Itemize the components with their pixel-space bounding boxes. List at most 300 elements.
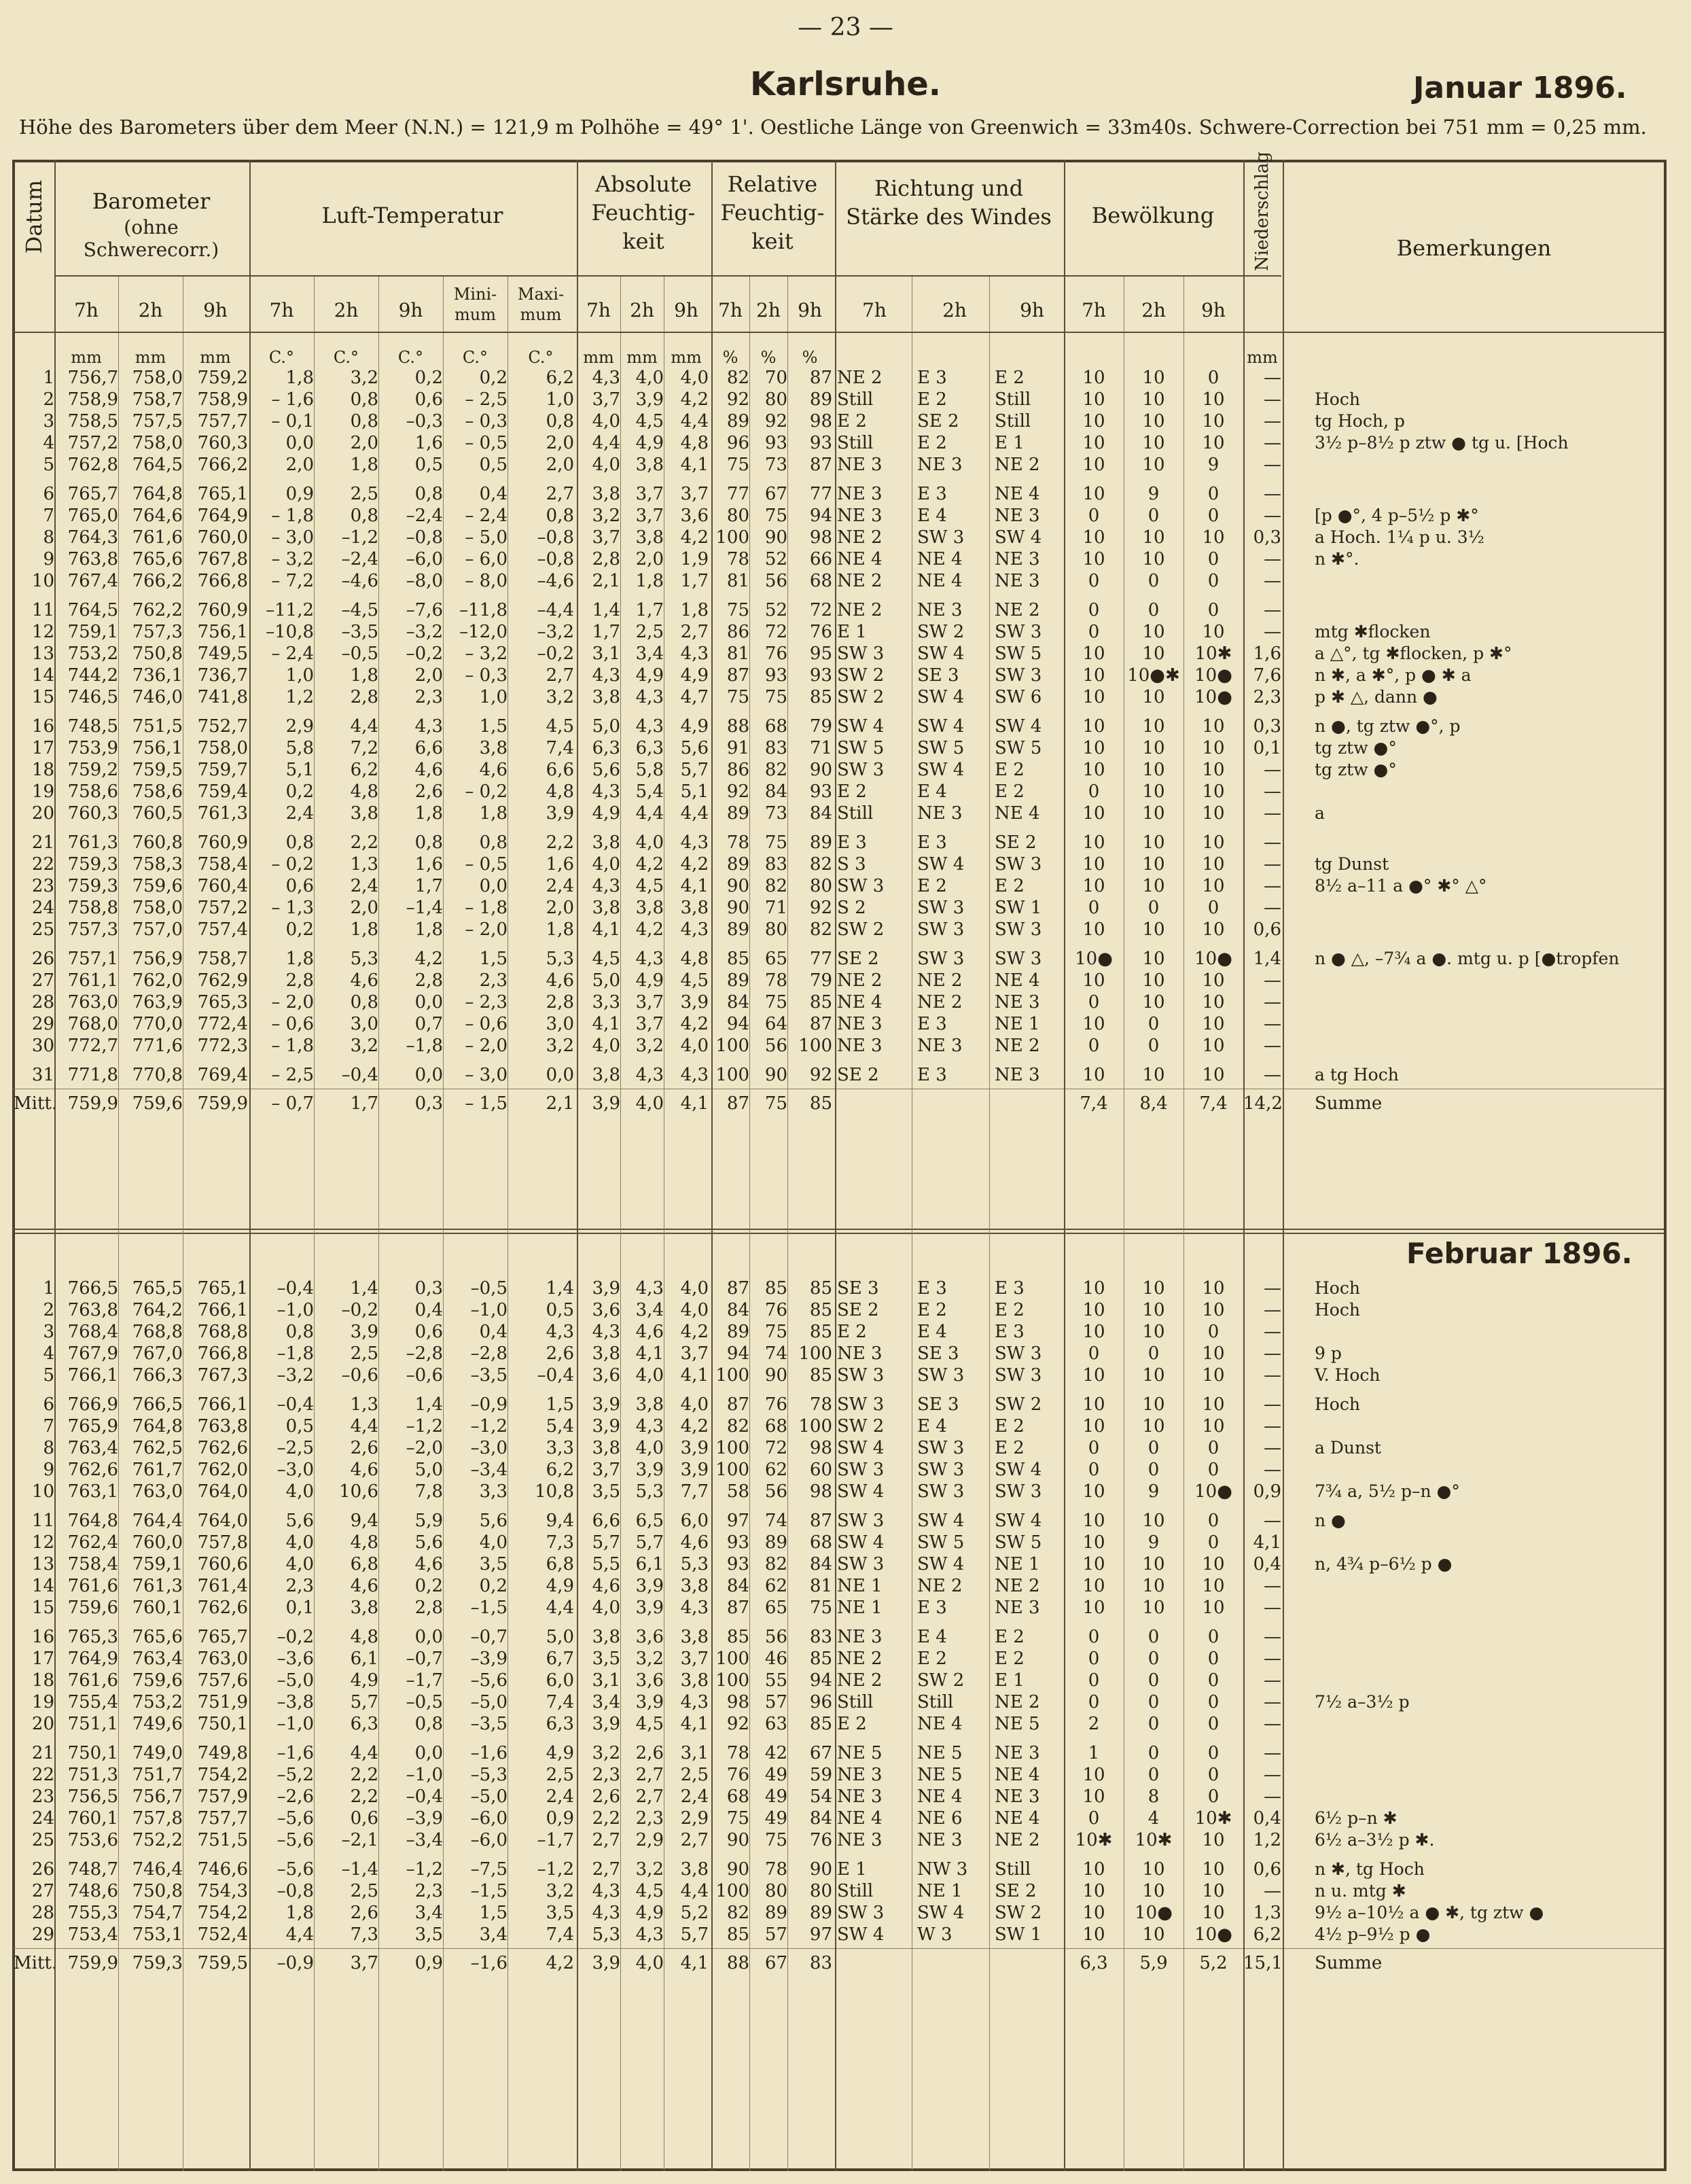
table-cell: E 2 (995, 876, 1025, 896)
table-cell: 763,8 (67, 1300, 118, 1320)
table-row-date: 2 (43, 1300, 54, 1320)
table-cell: — (1264, 1881, 1281, 1901)
table-cell: 4,9 (635, 665, 664, 686)
table-cell: 1,4 (414, 1394, 443, 1415)
table-cell: — (1264, 1714, 1281, 1734)
table-cell: 92 (726, 389, 749, 410)
table-cell: 4,9 (680, 665, 709, 686)
table-cell: – 0,2 (271, 854, 314, 875)
table-cell: n ✱, tg Hoch (1315, 1859, 1425, 1879)
table-cell: — (1264, 854, 1281, 875)
table-cell: 3,5 (592, 1649, 620, 1669)
table-cell: 0 (1147, 571, 1160, 591)
table-cell: 10 (1082, 1300, 1105, 1320)
table-cell: 90 (726, 1859, 749, 1880)
table-cell: 0 (1088, 1460, 1100, 1480)
table-cell: SW 2 (837, 665, 885, 686)
table-cell: 759,5 (132, 760, 183, 780)
table-cell: 10 (1202, 760, 1225, 780)
table-cell: 0 (1088, 781, 1100, 802)
table-cell: SW 3 (837, 644, 885, 664)
mean-cell: 5,9 (1139, 1953, 1168, 1973)
table-cell: SW 5 (995, 644, 1042, 664)
table-cell: 0 (1088, 898, 1100, 918)
table-cell: 765,3 (197, 992, 248, 1012)
table-cell: 65 (764, 949, 787, 969)
table-cell: 0,2 (414, 368, 443, 388)
table-cell: 10 (1082, 1924, 1105, 1945)
table-cell: 68 (809, 1532, 832, 1553)
table-cell: 87 (726, 1598, 749, 1618)
table-cell: 8 (1147, 1786, 1160, 1807)
table-row-date: 16 (31, 716, 54, 737)
table-cell: 764,5 (67, 600, 118, 620)
table-cell: 2,7 (680, 1830, 709, 1850)
table-cell: E 2 (837, 1714, 867, 1734)
table-cell: 81 (726, 644, 749, 664)
table-cell: SW 3 (837, 1460, 885, 1480)
table-row-date: 21 (31, 1743, 54, 1763)
table-cell: 2,8 (285, 970, 314, 991)
table-cell: 746,0 (132, 687, 183, 707)
table-cell: SW 3 (837, 1554, 885, 1574)
table-cell: 6,6 (414, 738, 443, 758)
table-cell: 4,0 (592, 1036, 620, 1056)
table-cell: SW 3 (995, 1343, 1042, 1364)
table-cell: 3,0 (350, 1014, 378, 1034)
table-cell: 749,6 (132, 1714, 183, 1734)
table-cell: 10 (1142, 738, 1165, 758)
table-cell: 10 (1082, 1576, 1105, 1596)
table-cell: Still (837, 389, 874, 410)
table-cell: 758,0 (197, 738, 248, 758)
table-cell: 75 (764, 1322, 787, 1342)
table-cell: SW 3 (995, 622, 1042, 642)
table-cell: NE 2 (995, 1692, 1040, 1712)
sub-header: 2h (138, 299, 163, 321)
table-cell: 1,5 (479, 949, 508, 969)
table-cell: 3,9 (635, 1576, 664, 1596)
table-cell: 68 (809, 571, 832, 591)
table-cell: 2,5 (680, 1765, 709, 1785)
table-cell: 2,6 (592, 1786, 620, 1807)
table-cell: 10 (1142, 716, 1165, 737)
table-cell: 85 (809, 1278, 832, 1299)
table-cell: 4,9 (680, 716, 709, 737)
table-cell: SE 3 (837, 1278, 879, 1299)
table-cell: – 1,6 (271, 389, 314, 410)
table-cell: 94 (726, 1343, 749, 1364)
table-cell: S 2 (837, 898, 866, 918)
table-cell: 80 (726, 506, 749, 526)
table-cell: n ● (1315, 1511, 1346, 1530)
table-cell: 76 (764, 644, 787, 664)
table-cell: 94 (809, 506, 832, 526)
table-cell: 767,8 (197, 549, 248, 569)
table-cell: 89 (726, 970, 749, 991)
table-row-date: 27 (31, 970, 54, 991)
table-cell: — (1264, 1036, 1281, 1056)
sub-column-rule (787, 275, 788, 2171)
table-cell: 76 (764, 1394, 787, 1415)
table-cell: –3,0 (277, 1460, 314, 1480)
table-cell: E 3 (917, 484, 947, 504)
table-cell: 80 (764, 389, 787, 410)
table-cell: 2,0 (414, 665, 443, 686)
table-cell: –0,8 (537, 549, 574, 569)
table-cell: SW 3 (837, 1903, 885, 1923)
table-cell: –3,2 (406, 622, 443, 642)
table-row-date: 22 (31, 1765, 54, 1785)
table-cell: 4,0 (592, 1598, 620, 1618)
table-cell: 10✱ (1194, 644, 1232, 664)
table-cell: 100 (715, 1036, 749, 1056)
table-cell: 0,9 (1253, 1481, 1281, 1502)
table-cell: 3,5 (479, 1554, 508, 1574)
table-cell: 764,2 (132, 1300, 183, 1320)
table-cell: 3,8 (479, 738, 508, 758)
table-cell: — (1264, 411, 1281, 431)
table-cell: 1,0 (285, 665, 314, 686)
table-cell: 90 (726, 898, 749, 918)
table-cell: Hoch (1315, 1394, 1360, 1414)
mean-cell: 759,9 (197, 1093, 248, 1114)
table-cell: 10 (1082, 1416, 1105, 1437)
table-cell: 4,6 (414, 760, 443, 780)
table-cell: a Hoch. 1¼ p u. 3½ (1315, 527, 1484, 547)
table-cell: 10 (1142, 549, 1165, 569)
table-cell: –5,6 (277, 1830, 314, 1850)
table-cell: 73 (764, 803, 787, 824)
table-cell: 2,4 (680, 1786, 709, 1807)
table-cell: 0 (1207, 1743, 1220, 1763)
table-cell: 0,8 (285, 832, 314, 853)
table-cell: 76 (809, 622, 832, 642)
table-cell: 2,4 (285, 803, 314, 824)
table-cell: 762,8 (67, 455, 118, 475)
table-cell: 78 (764, 970, 787, 991)
table-cell: NE 2 (837, 368, 883, 388)
table-cell: 746,5 (67, 687, 118, 707)
table-cell: 757,8 (197, 1532, 248, 1553)
table-cell: 766,2 (197, 455, 248, 475)
mean-cell: 759,5 (197, 1953, 248, 1973)
table-cell: 8½ a–11 a ●° ✱° △° (1315, 876, 1487, 896)
table-cell: SW 2 (995, 1903, 1042, 1923)
table-row-date: 3 (43, 1322, 54, 1342)
table-cell: 757,3 (67, 919, 118, 940)
table-cell: 764,9 (197, 506, 248, 526)
table-cell: 2,7 (635, 1765, 664, 1785)
table-cell: — (1264, 571, 1281, 591)
table-cell: –1,6 (470, 1743, 508, 1763)
table-cell: 766,1 (197, 1394, 248, 1415)
table-cell: –3,5 (470, 1714, 508, 1734)
table-cell: 0,4 (479, 484, 508, 504)
table-cell: 3,9 (680, 1438, 709, 1458)
table-cell: 85 (726, 1924, 749, 1945)
table-cell: 2,5 (635, 622, 664, 642)
table-cell: Still (995, 1859, 1031, 1880)
table-cell: 0,9 (285, 484, 314, 504)
table-cell: 10 (1202, 781, 1225, 802)
table-cell: SW 3 (995, 1365, 1042, 1386)
table-cell: Still (995, 411, 1031, 431)
table-cell: –5,2 (277, 1765, 314, 1785)
table-cell: 10 (1082, 455, 1105, 475)
table-cell: 5,3 (350, 949, 378, 969)
table-cell: 6,6 (592, 1511, 620, 1531)
table-cell: 10 (1142, 803, 1165, 824)
table-cell: –5,0 (470, 1692, 508, 1712)
table-cell: 5,6 (592, 760, 620, 780)
table-cell: 1,8 (350, 455, 378, 475)
table-row-date: 1 (43, 1278, 54, 1299)
table-cell: SW 2 (837, 919, 885, 940)
table-cell: 0,0 (414, 1627, 443, 1647)
table-cell: 3,8 (680, 898, 709, 918)
table-cell: 2,3 (635, 1808, 664, 1829)
table-cell: 75 (726, 455, 749, 475)
table-cell: 10 (1142, 854, 1165, 875)
table-cell: 7,3 (546, 1532, 574, 1553)
table-cell: 10● (1194, 665, 1232, 686)
table-cell: 761,3 (197, 803, 248, 824)
table-cell: 10 (1082, 1598, 1105, 1618)
table-cell: tg ztw ●° (1315, 738, 1397, 758)
table-cell: 758,0 (132, 433, 183, 453)
table-cell: –0,6 (406, 1365, 443, 1386)
table-cell: — (1264, 970, 1281, 991)
table-cell: E 2 (995, 368, 1025, 388)
table-cell: 4,0 (680, 1036, 709, 1056)
table-cell: 4,5 (592, 949, 620, 969)
table-cell: 1,8 (285, 1903, 314, 1923)
table-cell: 752,7 (197, 716, 248, 737)
table-cell: 79 (809, 970, 832, 991)
table-cell: 2,3 (592, 1765, 620, 1785)
table-cell: 0 (1207, 1714, 1220, 1734)
table-cell: 763,8 (197, 1416, 248, 1437)
table-cell: 10 (1202, 1278, 1225, 1299)
table-cell: 754,2 (197, 1765, 248, 1785)
unit-label: C.° (268, 348, 295, 367)
table-cell: NE 2 (917, 1576, 963, 1596)
table-cell: 78 (726, 1743, 749, 1763)
table-cell: 10 (1202, 1881, 1225, 1901)
table-cell: 10 (1082, 1322, 1105, 1342)
table-cell: 1,7 (680, 571, 709, 591)
table-cell: 0 (1147, 1670, 1160, 1691)
table-cell: 98 (809, 1481, 832, 1502)
table-cell: 0,6 (414, 1322, 443, 1342)
table-cell: 0 (1207, 1649, 1220, 1669)
table-row-date: 26 (31, 1859, 54, 1880)
table-cell: 3,9 (635, 389, 664, 410)
table-cell: 2,7 (635, 1786, 664, 1807)
table-cell: –6,0 (470, 1808, 508, 1829)
table-cell: 7,2 (350, 738, 378, 758)
table-cell: 10 (1142, 527, 1165, 548)
table-cell: 3,7 (635, 1014, 664, 1034)
table-cell: 4,4 (350, 1743, 378, 1763)
table-cell: E 2 (995, 1627, 1025, 1647)
table-cell: 4,2 (414, 949, 443, 969)
mean-cell: 87 (726, 1093, 749, 1114)
table-cell: NE 4 (995, 1808, 1040, 1829)
table-cell: 0 (1088, 1649, 1100, 1669)
table-cell: NE 3 (837, 1343, 883, 1364)
mean-cell: 4,0 (635, 1093, 664, 1114)
table-cell: 754,3 (197, 1881, 248, 1901)
table-cell: 760,0 (197, 527, 248, 548)
table-cell: –0,4 (406, 1786, 443, 1807)
table-cell: 2,6 (546, 1343, 574, 1364)
table-cell: SE 2 (995, 1881, 1037, 1901)
table-cell: 5,9 (414, 1511, 443, 1531)
table-cell: 3,9 (350, 1322, 378, 1342)
table-cell: NE 3 (837, 484, 883, 504)
table-cell: 2,6 (635, 1743, 664, 1763)
table-cell: 78 (726, 832, 749, 853)
table-cell: 10 (1202, 854, 1225, 875)
table-cell: 90 (726, 1830, 749, 1850)
table-cell: NE 2 (995, 1830, 1040, 1850)
table-cell: –4,4 (537, 600, 574, 620)
table-cell: 10 (1082, 1532, 1105, 1553)
table-cell: 766,2 (132, 571, 183, 591)
table-cell: 0,8 (546, 411, 574, 431)
table-cell: 2,0 (546, 898, 574, 918)
table-cell: 62 (764, 1576, 787, 1596)
table-cell: 10 (1202, 1830, 1225, 1850)
table-cell: 10 (1142, 760, 1165, 780)
table-cell: 10 (1202, 738, 1225, 758)
table-cell: – 0,3 (465, 411, 508, 431)
table-cell: 2,8 (546, 992, 574, 1012)
table-cell: 4,5 (680, 970, 709, 991)
table-cell: 4,1 (680, 876, 709, 896)
table-cell: 3,5 (414, 1924, 443, 1945)
mean-cell: 4,1 (680, 1093, 709, 1114)
table-cell: 2,3 (414, 1881, 443, 1901)
unit-label: C.° (333, 348, 359, 367)
table-cell: 93 (726, 1554, 749, 1574)
table-cell: –0,5 (406, 1692, 443, 1712)
table-cell: n u. mtg ✱ (1315, 1881, 1406, 1901)
table-cell: E 3 (837, 832, 867, 853)
table-cell: SW 3 (995, 919, 1042, 940)
table-cell: – 0,6 (271, 1014, 314, 1034)
table-cell: 68 (764, 716, 787, 737)
table-cell: 84 (809, 803, 832, 824)
table-cell: E 2 (995, 1649, 1025, 1669)
table-cell: 0,4 (479, 1322, 508, 1342)
table-cell: 2,2 (546, 832, 574, 853)
table-cell: –1,0 (277, 1714, 314, 1734)
table-cell: SW 3 (837, 1511, 885, 1531)
table-cell: — (1264, 1627, 1281, 1647)
table-cell: 771,8 (67, 1065, 118, 1085)
table-cell: 10 (1202, 970, 1225, 991)
sub-header: 7h (74, 299, 99, 321)
table-cell: 9 (1147, 484, 1160, 504)
table-cell: 73 (764, 455, 787, 475)
table-cell: 757,7 (197, 1808, 248, 1829)
table-cell: 2,3 (285, 1576, 314, 1596)
table-cell: –0,5 (470, 1278, 508, 1299)
table-cell: –0,4 (277, 1394, 314, 1415)
table-cell: 1,6 (414, 854, 443, 875)
table-cell: 3,1 (592, 1670, 620, 1691)
table-cell: 10,8 (535, 1481, 574, 1502)
table-row-date: 13 (31, 1554, 54, 1574)
table-cell: n ✱°. (1315, 549, 1359, 569)
table-row-date: 24 (31, 1808, 54, 1829)
table-cell: NE 3 (917, 1830, 963, 1850)
table-cell: – 2,4 (271, 644, 314, 664)
table-cell: 10 (1142, 781, 1165, 802)
table-cell: tg Dunst (1315, 854, 1389, 874)
mean-cell: – 0,7 (271, 1093, 314, 1114)
table-cell: 757,6 (197, 1670, 248, 1691)
table-cell: 90 (764, 1365, 787, 1386)
table-cell: –0,8 (406, 527, 443, 548)
table-cell: 10 (1082, 411, 1105, 431)
table-cell: 49 (764, 1765, 787, 1785)
table-cell: 4,6 (680, 1532, 709, 1553)
mean-cell: – 1,5 (465, 1093, 508, 1114)
table-cell: 10 (1082, 433, 1105, 453)
table-cell: 0,8 (350, 389, 378, 410)
table-cell: — (1264, 1014, 1281, 1034)
table-cell: 4,8 (680, 433, 709, 453)
table-cell: 0,2 (479, 1576, 508, 1596)
table-cell: n ● △, –7¾ a ●. mtg u. p [●tropfen (1315, 949, 1620, 968)
table-cell: 4,6 (350, 970, 378, 991)
table-cell: 0 (1207, 1692, 1220, 1712)
table-cell: – 2,0 (271, 992, 314, 1012)
table-cell: 4,6 (546, 970, 574, 991)
table-cell: 757,2 (197, 898, 248, 918)
table-cell: 0 (1207, 484, 1220, 504)
table-cell: 10 (1082, 1881, 1105, 1901)
table-cell: 75 (764, 1830, 787, 1850)
table-cell: 2,9 (680, 1808, 709, 1829)
table-cell: 0 (1088, 571, 1100, 591)
table-cell: 764,3 (67, 527, 118, 548)
table-cell: 87 (809, 368, 832, 388)
table-cell: 1,8 (479, 803, 508, 824)
table-cell: 5,1 (680, 781, 709, 802)
table-cell: SE 2 (837, 1065, 879, 1085)
table-row-date: 31 (31, 1065, 54, 1085)
mean-cell: 14,2 (1243, 1093, 1283, 1114)
table-cell: 4,3 (592, 1881, 620, 1901)
table-cell: 1,0 (479, 687, 508, 707)
table-cell: 1,8 (680, 600, 709, 620)
table-cell: 3,9 (635, 1598, 664, 1618)
table-cell: – 2,3 (465, 992, 508, 1012)
table-cell: 0 (1207, 1532, 1220, 1553)
column-rule (577, 160, 578, 2171)
table-cell: NE 3 (837, 455, 883, 475)
table-cell: 4,9 (635, 433, 664, 453)
table-cell: 2,2 (350, 1765, 378, 1785)
table-cell: 9,4 (350, 1511, 378, 1531)
table-cell: 764,8 (132, 1416, 183, 1437)
table-cell: — (1264, 368, 1281, 388)
